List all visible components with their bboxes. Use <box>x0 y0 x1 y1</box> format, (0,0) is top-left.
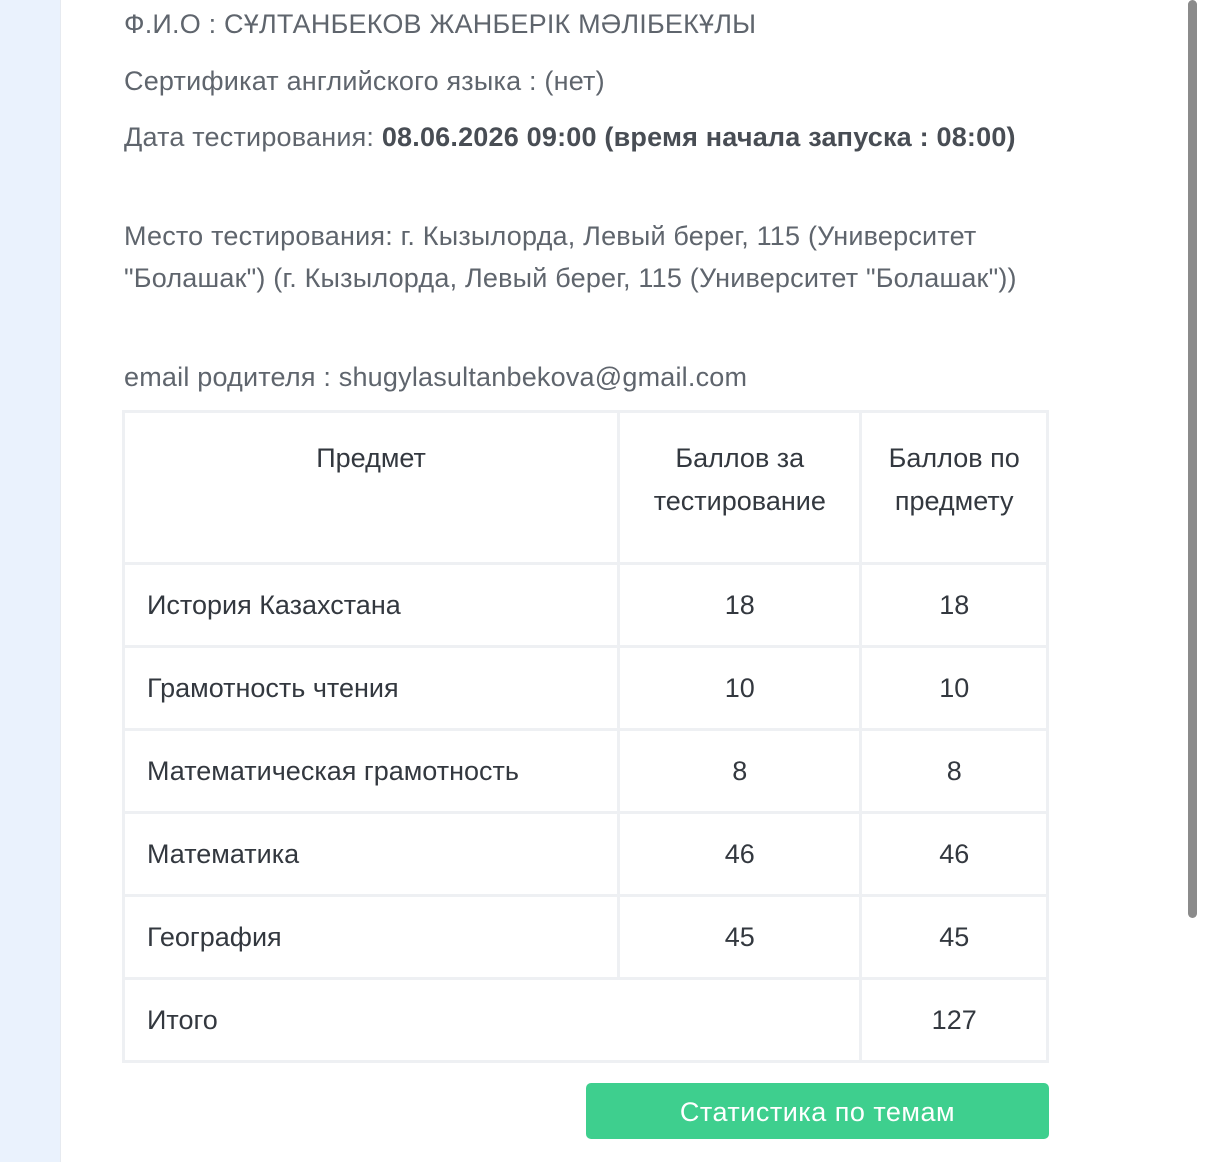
table-row <box>124 647 1048 730</box>
table-row <box>124 564 1048 647</box>
total-row <box>124 979 1048 1062</box>
certificate-label: Сертификат английского языка : <box>124 66 537 96</box>
table-row <box>124 813 1048 896</box>
total-value: 127 <box>861 979 1048 1062</box>
test-place-value: г. Кызылорда, Левый берег, 115 (Университет "Болашак") (г. Кызылорда, Левый берег, 115 (Университет "Болашак")) <box>124 221 1017 293</box>
header-subject: Предмет <box>124 412 619 564</box>
test-date-value: 08.06.2026 09:00 (время начала запуска : 08:00) <box>381 122 1016 152</box>
subject-score-cell: 8 <box>861 730 1048 813</box>
parent-email-row <box>124 356 747 398</box>
certificate-value: (нет) <box>544 66 605 96</box>
subject-cell: История Казахстана <box>124 564 619 647</box>
subject-cell: Грамотность чтения <box>124 647 619 730</box>
subject-cell: География <box>124 896 619 979</box>
header-test-score-text: Баллов за тестирование <box>653 443 826 516</box>
test-date-row <box>124 116 1024 158</box>
header-subject-score-text: Баллов по предмету <box>888 443 1020 516</box>
subject-score-cell: 46 <box>861 813 1048 896</box>
test-place-row <box>124 215 1044 299</box>
table-row <box>124 896 1048 979</box>
subject-cell: Математика <box>124 813 619 896</box>
left-background-strip <box>0 0 60 1162</box>
test-score-cell: 18 <box>619 564 861 647</box>
parent-email-label: email родителя : <box>124 362 332 392</box>
header-test-score <box>619 412 861 564</box>
fio-value: СҰЛТАНБЕКОВ ЖАНБЕРІК МӘЛІБЕКҰЛЫ <box>224 9 757 39</box>
header-subject-score <box>861 412 1048 564</box>
fio-row <box>124 3 756 45</box>
subject-score-cell: 10 <box>861 647 1048 730</box>
table-row <box>124 730 1048 813</box>
test-score-cell: 10 <box>619 647 861 730</box>
table-header-row <box>124 412 1048 564</box>
total-label: Итого <box>124 979 861 1062</box>
test-score-cell: 8 <box>619 730 861 813</box>
test-score-cell: 46 <box>619 813 861 896</box>
scrollbar-thumb[interactable] <box>1188 0 1197 918</box>
subject-cell: Математическая грамотность <box>124 730 619 813</box>
fio-label: Ф.И.О : <box>124 9 217 39</box>
test-date-label: Дата тестирования: <box>124 122 375 152</box>
certificate-row <box>124 60 605 102</box>
subject-score-cell: 45 <box>861 896 1048 979</box>
subject-score-cell: 18 <box>861 564 1048 647</box>
topic-statistics-button[interactable]: Статистика по темам <box>586 1083 1049 1139</box>
results-table <box>122 410 1049 1063</box>
parent-email-value: shugylasultanbekova@gmail.com <box>338 362 748 392</box>
test-place-label: Место тестирования: <box>124 221 393 251</box>
test-score-cell: 45 <box>619 896 861 979</box>
